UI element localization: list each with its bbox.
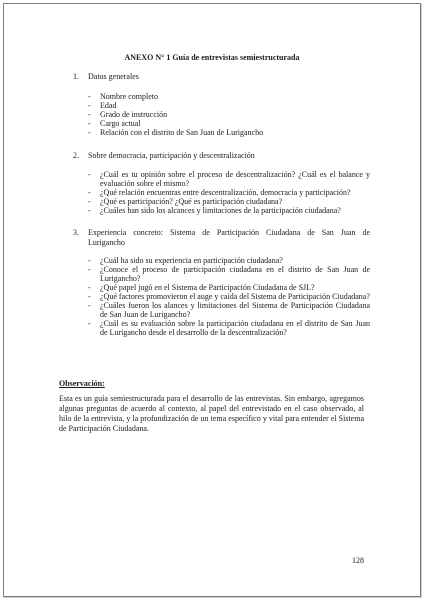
section-1-heading: [73, 72, 373, 82]
list-item: - ¿Cuáles han sido los alcances y limitaciones de la participación ciudadana?: [88, 206, 341, 215]
section-title-line-1: Experiencia concreto: Sistema de Participación Ciudadana de San Juan de: [88, 228, 370, 237]
list-item: - ¿Qué relación encuentras entre descentralización, democracia y participación?: [88, 188, 351, 197]
list-item: - Grado de instrucción: [88, 110, 168, 119]
section-1-list: [88, 92, 370, 137]
list-item: - Cargo actual: [88, 119, 141, 128]
list-item: - ¿Qué es participación? ¿Qué es participación ciudadana?: [88, 197, 283, 206]
section-2-heading: [73, 151, 373, 161]
list-item: - Relación con el distrito de San Juan de Lurigancho: [88, 128, 264, 137]
list-item: - Nombre completo: [88, 92, 158, 101]
list-item: - ¿Cuál ha sido su experiencia en participación ciudadana?: [88, 256, 283, 265]
section-title-line-2: Lurigancho: [88, 238, 125, 247]
list-item: - ¿Qué factores promovieron el auge y caída del Sistema de Participación Ciudadana?: [88, 292, 370, 301]
section-number: 2.: [73, 151, 79, 160]
observation-paragraph: Esta es un guía semiestructurada para el desarrollo de las entrevistas. Sin embargo, agregamos algunas preguntas de acuerdo al contexto, al papel del entrevistado en el caso observado, al hilo de la entrevista, y la profundización de un tema específico y vital para entender el Sistema de Participación Ciudadana.: [59, 394, 364, 433]
section-2-list: [88, 170, 370, 215]
list-item: - ¿Qué papel jugó en el Sistema de Participación Ciudadana de SJL?: [88, 283, 315, 292]
section-title: Sobre democracia, participación y descentralización: [88, 151, 255, 160]
list-item: - ¿Cuáles fueron los alances y limitaciones del Sistema de Participación Ciudadana de San Juan de Lurigancho?: [88, 301, 370, 319]
section-number: 3.: [73, 228, 79, 237]
page-title: ANEXO N° 1 Guía de entrevistas semiestructurada: [124, 53, 300, 62]
page-number: 128: [352, 556, 364, 565]
observation-heading: Observación:: [59, 379, 105, 388]
list-item: - ¿Cuál es su evaluación sobre la participación ciudadana en el distrito de San Juan de Lurigancho desde el desarrollo de la descentralización?: [88, 319, 370, 337]
list-item: - ¿Conoce el proceso de participación ciudadana en el distrito de San Juan de Lurigancho?: [88, 265, 370, 283]
section-3-list: [88, 256, 370, 337]
list-item: - ¿Cuál es tu opinión sobre el proceso de descentralización? ¿Cuál es el balance y evaluación sobre el mismo?: [88, 170, 370, 188]
section-title: Datos generales: [88, 72, 139, 81]
section-3-heading: [73, 228, 373, 248]
section-number: 1.: [73, 72, 79, 81]
list-item: - Edad: [88, 101, 117, 110]
